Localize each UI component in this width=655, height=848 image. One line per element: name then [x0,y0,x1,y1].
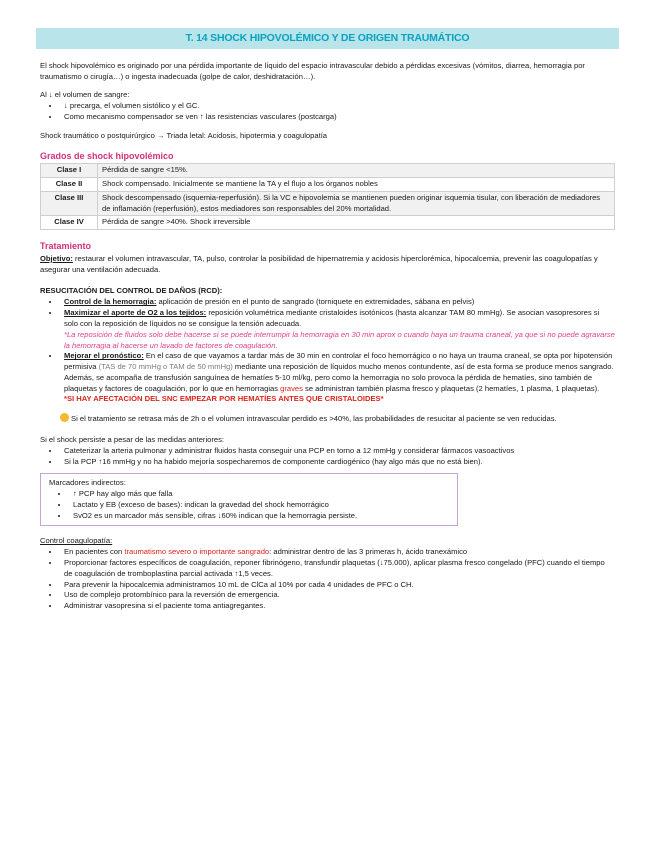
list-item: • Proporcionar factores específicos de coagulación, reponer fibrinógeno, transfundir plaquetas (↓75.000), aplicar plasma fresco congelado (PFC) cuando el tiempo de coagulación de tromboplastina parcial activada ↑1,5 veces. [60,558,615,580]
severe-word: graves [280,383,303,393]
markers-lead: Marcadores indirectos: [49,478,126,488]
treatment-heading: Tratamiento [40,241,92,252]
list-item [60,351,615,405]
list-item: • ↓ precarga, el volumen sistólico y el GC. [60,101,615,112]
severe-trauma-text: traumatismo severo o importante sangrado [124,547,270,557]
rcd-heading: RESUCITACIÓN DEL CONTROL DE DAÑOS (RCD): [40,285,223,295]
smiley-emoji-icon [60,413,69,422]
rcd-item-text: En el caso de que vayamos a tardar más de 30 min en controlar el foco hemorrágico o no haya un trauma craneal, se opta por hipotensión permisiva [64,351,613,372]
delay-note [60,413,615,425]
page-title: T. 14 SHOCK HIPOVOLÉMICO Y DE ORIGEN TRAUMÁTICO [36,28,619,49]
list-item: • ↑ PCP hay algo más que falla [69,489,449,500]
coag-heading: Control coagulopatía: [40,536,113,546]
grade-class: Clase III [41,191,98,216]
list-item: • Administrar vasopresina si el paciente toma antiagregantes. [60,601,615,612]
coag-section [40,536,615,611]
list-item: • Lactato y EB (exceso de bases): indican la gravedad del shock hemorrágico [69,500,449,511]
markers-list [49,489,449,521]
rcd-item-label: Mejorar el pronóstico: [64,351,144,361]
hypotension-values: (TAS de 70 mmHg o TAM de 50 mmHg) [98,362,233,372]
grade-description: Pérdida de sangre <15%. [98,164,615,178]
persist-lead: Si el shock persiste a pesar de las medidas anteriores: [40,434,225,444]
list-item: • SvO2 es un marcador más sensible, cifras ↓60% indican que la hemorragia persiste. [69,511,449,522]
list-item: • Si la PCP ↑16 mmHg y no ha habido mejoría sospecharemos de componente cardiogénico (hay algo más que no está bien). [60,457,615,468]
objective-text: restaurar el volumen intravascular, TA, pulso, controlar la posibilidad de hipernatremia y acidosis hiperclorémica, hipocalcemia, prevenir las coagulopatías y asegurar una ventilación adecuada. [40,254,598,274]
grades-heading: Grados de shock hipovolémico [40,150,174,161]
list-item: • Como mecanismo compensador se ven ↑ las resistencias vasculares (postcarga) [60,112,615,123]
rcd-item-label: Maximizar el aporte de O2 a los tejidos: [64,308,207,318]
intro-paragraph: El shock hipovolémico es originado por una pérdida importante de líquido del espacio intravascular debido a pérdidas excesivas (vómitos, diarrea, hemorragia por traumatismo o cirugía…) o ingesta inadecuada (golpe de calor, deshidratación…). [40,60,585,81]
transfusion-text: se administran también plasma fresco y plaquetas (2 hematíes, 1 plasma, 1 plaquetas). [302,383,600,393]
objective-label: Objetivo: [40,254,73,264]
blood-volume-lead: Al ↓ el volumen de sangre: [40,90,130,100]
grade-class: Clase IV [41,216,98,230]
list-item: • Para prevenir la hipocalcemia administramos 10 mL de ClCa al 10% por cada 4 unidades de PFC o CH. [60,580,615,591]
markers-box [40,473,458,526]
blood-volume-section [40,90,615,122]
lethal-triad: Shock traumático o postquirúrgico → Triada letal: Acidosis, hipotermia y coagulopatía [40,130,328,140]
list-item [60,547,615,558]
rcd-list [40,297,615,405]
grade-description: Shock descompensado (isquemia-reperfusión). Si la VC e hipovolemia se mantienen pueden originar isquemia tisular, con liberación de mediadores de inflamación (reperfusión), estos mediadores son responsables del 20% mortalidad. [98,191,615,216]
grade-description: Shock compensado. Inicialmente se mantiene la TA y el flujo a los órganos nobles [98,178,615,192]
rcd-item-text: aplicación de presión en el punto de sangrado (torniquete en extremidades, sábana en pelvis) [156,297,475,307]
table-row [41,191,615,216]
delay-note-text: Si el tratamiento se retrasa más de 2h o el volumen intravascular perdido es >40%, las probabilidades de resucitar al paciente se ven reducidas. [71,414,557,424]
list-item [60,308,615,351]
fluid-note: *La reposición de fluidos solo debe hacerse si se puede interrumpir la hemorragia en 30 min aprox o cuando haya un trauma craneal, ya que si no puede agravarse la hemorragia al hacerse un lavado de factores de coagulación. [64,329,615,350]
list-item: • Uso de complejo protombínico para la reversión de emergencia. [60,590,615,601]
table-row [41,178,615,192]
rcd-item-label: Control de la hemorragia: [64,297,157,307]
treatment-objective [40,254,615,276]
blood-volume-list [40,101,615,123]
rcd-item-text: mediante una reposición de líquidos mucho menos contundente, así de esta forma se produce menos sangrado. [232,362,614,372]
persist-section [40,435,615,467]
persist-list [40,446,615,468]
grade-class: Clase I [41,164,98,178]
table-row [41,216,615,230]
transfusion-note [64,373,615,395]
rcd-item-text: reposición volumétrica mediante cristaloides isotónicos (hasta alcanzar TAM 80 mmHg). Se asocian vasopresores si solo con la reposición de líquidos no se consigue la tensión adecuada. [64,308,600,328]
snc-warning: *SI HAY AFECTACIÓN DEL SNC EMPEZAR POR HEMATÍES ANTES QUE CRISTALOIDES* [64,394,384,404]
list-item: • Cateterizar la arteria pulmonar y administrar fluidos hasta conseguir una PCP en torno a 12 mmHg y considerar fármacos vasoactivos [60,446,615,457]
grades-table [40,163,615,230]
transfusion-text: Además, se acompaña de transfusión sanguínea de hematíes 5-10 ml/kg, pero como la hemorragia no solo provoca la pérdida de hematíes, sino también de plaquetas y factores de coagulación, por lo que en hemorragias [64,372,593,393]
grade-class: Clase II [41,178,98,192]
table-row [41,164,615,178]
coag-list [40,547,615,612]
coag-text: En pacientes con [64,547,125,557]
list-item [60,297,615,308]
coag-text: : administrar dentro de las 3 primeras h, ácido tranexámico [269,547,468,557]
grade-description: Pérdida de sangre >40%. Shock irreversible [98,216,615,230]
